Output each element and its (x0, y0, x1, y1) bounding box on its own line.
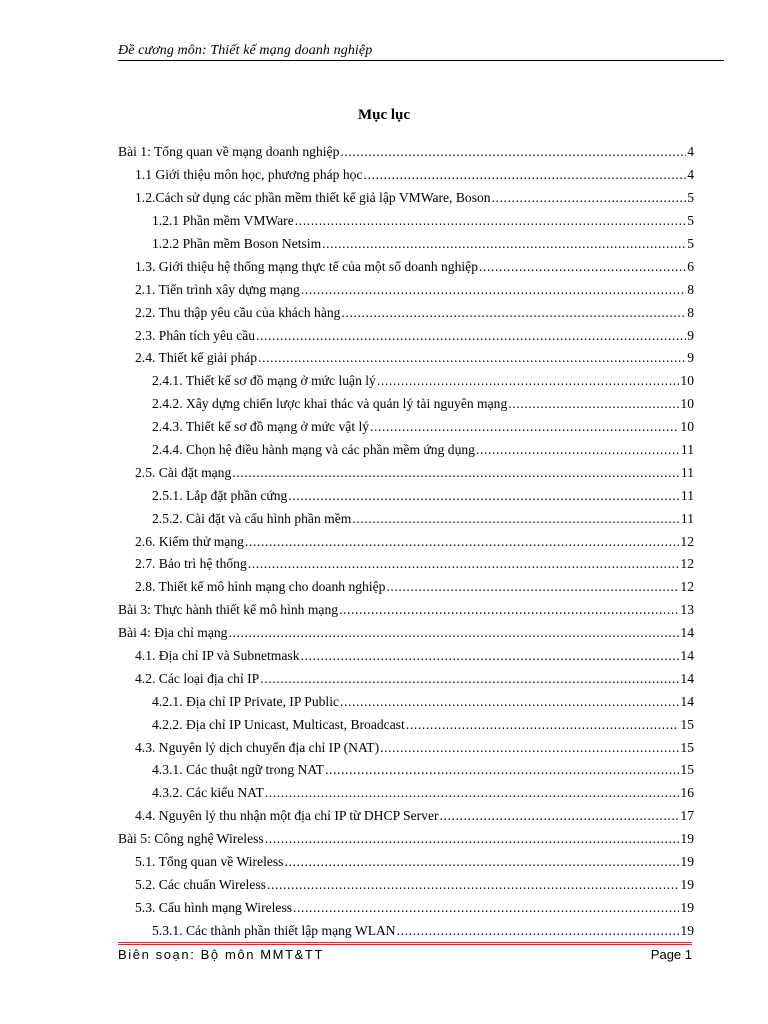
toc-entry-text: 2.5.1. Lắp đặt phần cứng (152, 487, 288, 503)
toc-entry[interactable] (118, 393, 694, 416)
toc-entry[interactable] (118, 278, 694, 301)
toc-entry-text: 2.4.2. Xây dựng chiến lược khai thác và quản lý tài nguyên mạng (152, 396, 508, 412)
toc-entry-text: 4.2.2. Địa chỉ IP Unicast, Multicast, Broadcast (152, 716, 405, 732)
footer-page-number: Page 1 (650, 947, 692, 962)
toc-entry[interactable] (118, 782, 694, 805)
toc-entry-page: 8 (687, 281, 694, 297)
toc-entry[interactable] (118, 896, 694, 919)
toc-entry-page: 14 (680, 648, 694, 664)
toc-entry-page: 10 (680, 419, 694, 435)
toc-entry[interactable] (118, 141, 694, 164)
toc-entry-page: 14 (680, 625, 694, 641)
table-of-contents (118, 141, 694, 942)
toc-dot-leader (265, 831, 680, 847)
toc-dot-leader (370, 419, 679, 435)
toc-entry-text: 1.3. Giới thiệu hệ thống mạng thực tế của một số doanh nghiệp (135, 258, 479, 274)
toc-dot-leader (476, 442, 680, 458)
toc-entry[interactable] (118, 759, 694, 782)
toc-entry-page: 6 (687, 258, 694, 274)
toc-entry-page: 12 (680, 579, 694, 595)
toc-entry-text: 4.2. Các loại địa chỉ IP (135, 670, 260, 686)
toc-entry-text: Bài 1: Tổng quan về mạng doanh nghiệp (118, 144, 340, 160)
toc-entry[interactable] (118, 255, 694, 278)
toc-dot-leader (397, 923, 680, 939)
toc-entry[interactable] (118, 439, 694, 462)
footer-author: Biên soạn: Bộ môn MMT&TT (118, 947, 325, 962)
toc-entry-text: 5.2. Các chuẩn Wireless (135, 876, 266, 892)
toc-entry[interactable] (118, 851, 694, 874)
toc-entry-text: 2.5.2. Cài đặt và cấu hình phần mềm (152, 510, 352, 526)
toc-entry[interactable] (118, 599, 694, 622)
toc-dot-leader (340, 694, 679, 710)
toc-dot-leader (301, 282, 686, 298)
toc-dot-leader (265, 785, 680, 801)
toc-entry-text: 4.3.2. Các kiểu NAT (152, 785, 264, 801)
toc-dot-leader (288, 488, 680, 504)
toc-dot-leader (301, 648, 680, 664)
toc-entry[interactable] (118, 347, 694, 370)
toc-entry-page: 10 (680, 396, 694, 412)
toc-entry-page: 15 (680, 762, 694, 778)
toc-dot-leader (293, 900, 679, 916)
toc-entry-page: 17 (680, 808, 694, 824)
toc-entry-page: 9 (687, 350, 694, 366)
toc-entry[interactable] (118, 484, 694, 507)
toc-dot-leader (232, 465, 680, 481)
toc-entry-page: 11 (680, 442, 694, 458)
toc-entry-text: 2.6. Kiểm thử mạng (135, 533, 244, 549)
toc-dot-leader (248, 556, 680, 572)
toc-dot-leader (377, 373, 680, 389)
toc-dot-leader (339, 602, 679, 618)
toc-dot-leader (380, 740, 679, 756)
toc-entry[interactable] (118, 736, 694, 759)
toc-entry-page: 19 (680, 831, 694, 847)
toc-entry-page: 11 (680, 487, 694, 503)
toc-entry[interactable] (118, 370, 694, 393)
toc-entry[interactable] (118, 919, 694, 942)
toc-dot-leader (295, 213, 686, 229)
toc-entry-text: 2.1. Tiến trình xây dựng mạng (135, 281, 300, 297)
toc-entry[interactable] (118, 805, 694, 828)
toc-dot-leader (341, 305, 686, 321)
toc-entry-page: 4 (687, 144, 694, 160)
toc-entry-text: 2.2. Thu thập yêu cầu của khách hàng (135, 304, 341, 320)
toc-dot-leader (322, 236, 686, 252)
toc-dot-leader (406, 717, 680, 733)
toc-entry[interactable] (118, 576, 694, 599)
toc-entry-text: 2.4.3. Thiết kế sơ đồ mạng ở mức vật lý (152, 419, 370, 435)
toc-entry-text: 5.1. Tổng quan về Wireless (135, 854, 284, 870)
toc-entry[interactable] (118, 164, 694, 187)
toc-entry-page: 15 (680, 739, 694, 755)
toc-entry[interactable] (118, 187, 694, 210)
toc-entry-text: 4.3. Nguyên lý dịch chuyển địa chỉ IP (NAT) (135, 739, 380, 755)
toc-entry-page: 14 (680, 693, 694, 709)
toc-title: Mục lục (357, 107, 411, 123)
toc-dot-leader (267, 877, 679, 893)
toc-entry-text: 1.2.1 Phần mềm VMWare (152, 213, 294, 229)
toc-dot-leader (508, 396, 679, 412)
toc-entry-text: 2.7. Bảo trì hệ thống (135, 556, 247, 572)
toc-entry[interactable] (118, 416, 694, 439)
toc-dot-leader (245, 534, 679, 550)
toc-entry-page: 14 (680, 670, 694, 686)
toc-dot-leader (352, 511, 680, 527)
toc-entry-text: 1.2.Cách sử dụng các phần mềm thiết kế giả lập VMWare, Boson (135, 190, 491, 206)
toc-entry-page: 5 (687, 236, 694, 251)
toc-entry-page: 15 (680, 716, 694, 732)
toc-entry[interactable] (118, 301, 694, 324)
toc-entry-text: 5.3.1. Các thành phần thiết lập mạng WLAN (152, 922, 396, 938)
toc-dot-leader (492, 190, 687, 206)
toc-entry-page: 16 (680, 785, 694, 801)
toc-dot-leader (228, 625, 679, 641)
toc-entry[interactable] (118, 233, 694, 256)
toc-entry-page: 19 (680, 876, 694, 892)
toc-entry-text: 2.4.1. Thiết kế sơ đồ mạng ở mức luận lý (152, 373, 376, 389)
toc-entry-text: 5.3. Cấu hình mạng Wireless (135, 899, 293, 915)
toc-entry-page: 19 (680, 854, 694, 870)
toc-entry-page: 13 (680, 602, 694, 618)
toc-entry[interactable] (118, 507, 694, 530)
toc-entry-page: 5 (687, 213, 694, 229)
toc-dot-leader (440, 808, 680, 824)
toc-dot-leader (260, 671, 679, 687)
toc-entry-text: 4.3.1. Các thuật ngữ trong NAT (152, 762, 324, 778)
toc-entry-text: 1.2.2 Phần mềm Boson Netsim (152, 236, 322, 251)
toc-entry-text: 1.1 Giới thiệu môn học, phương pháp học (135, 167, 363, 183)
toc-entry-text: Bài 5: Công nghệ Wireless (118, 831, 264, 847)
toc-entry-page: 11 (680, 510, 694, 526)
toc-entry[interactable] (118, 667, 694, 690)
toc-dot-leader (340, 144, 686, 160)
toc-entry[interactable] (118, 874, 694, 897)
toc-entry-page: 4 (687, 167, 694, 183)
toc-entry-page: 19 (680, 922, 694, 938)
toc-dot-leader (258, 350, 686, 366)
toc-entry[interactable] (118, 713, 694, 736)
toc-dot-leader (256, 328, 686, 344)
toc-dot-leader (386, 579, 679, 595)
toc-entry[interactable] (118, 690, 694, 713)
toc-entry-text: 2.8. Thiết kế mô hình mạng cho doanh nghiệp (135, 579, 386, 595)
toc-dot-leader (284, 854, 679, 870)
toc-entry[interactable] (118, 210, 694, 233)
toc-entry-page: 12 (680, 533, 694, 549)
toc-dot-leader (479, 259, 686, 275)
toc-entry-page: 5 (687, 190, 694, 206)
toc-entry-text: Bài 3: Thực hành thiết kế mô hình mạng (118, 602, 339, 618)
toc-entry-text: 2.4.4. Chọn hệ điều hành mạng và các phần mềm ứng dụng (152, 442, 475, 458)
toc-entry-text: 4.1. Địa chỉ IP và Subnetmask (135, 648, 300, 664)
toc-entry[interactable] (118, 553, 694, 576)
page-header-course-title: Đề cương môn: Thiết kế mạng doanh nghiệp (118, 43, 373, 58)
toc-dot-leader (325, 762, 679, 778)
toc-entry-page: 10 (680, 373, 694, 389)
toc-entry[interactable] (118, 324, 694, 347)
toc-entry-text: 2.5. Cài đặt mạng (135, 464, 232, 480)
footer-divider (118, 942, 692, 946)
toc-entry-text: 2.3. Phân tích yêu cầu (135, 327, 256, 343)
toc-entry-page: 19 (680, 899, 694, 915)
toc-entry[interactable] (118, 530, 694, 553)
toc-entry-page: 12 (680, 556, 694, 572)
toc-entry[interactable] (118, 828, 694, 851)
toc-entry-page: 8 (687, 304, 694, 320)
toc-entry-text: 2.4. Thiết kế giải pháp (135, 350, 258, 366)
toc-dot-leader (364, 167, 687, 183)
toc-entry-page: 11 (680, 464, 694, 480)
toc-entry[interactable] (118, 461, 694, 484)
header-divider (118, 60, 724, 61)
toc-entry[interactable] (118, 645, 694, 668)
toc-entry-text: 4.2.1. Địa chỉ IP Private, IP Public (152, 693, 340, 709)
toc-entry-text: 4.4. Nguyên lý thu nhận một địa chỉ IP từ DHCP Server (135, 808, 439, 824)
toc-entry-page: 9 (687, 327, 694, 343)
toc-entry[interactable] (118, 622, 694, 645)
toc-entry-text: Bài 4: Địa chỉ mạng (118, 625, 228, 641)
